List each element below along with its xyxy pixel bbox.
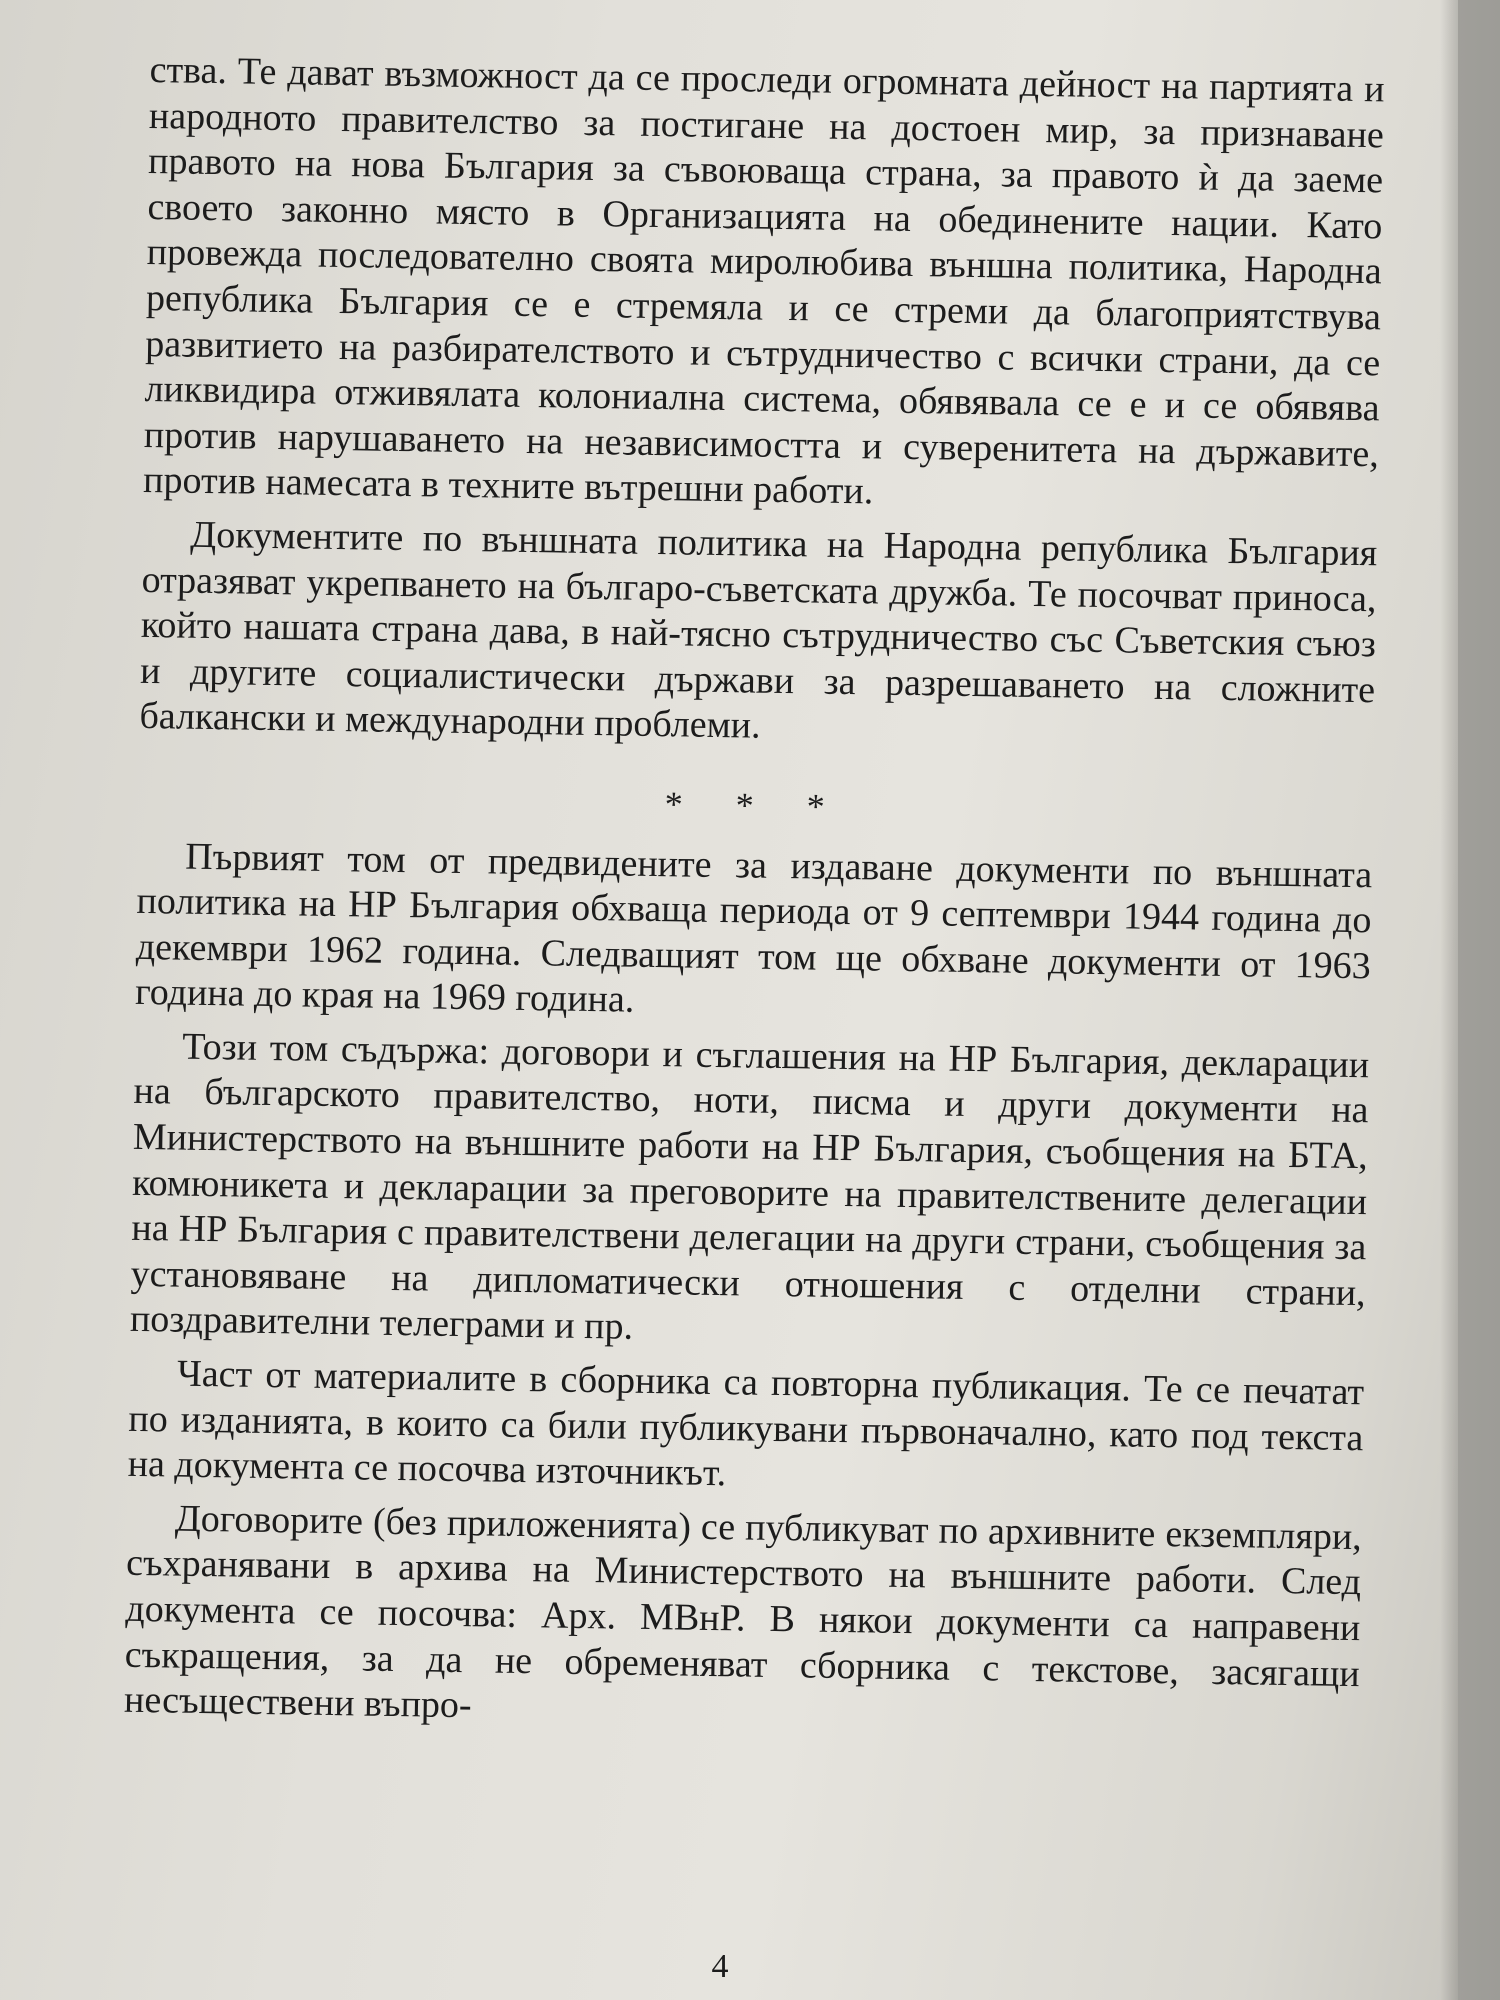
paragraph-3: Първият том от предвидените за издаване документи по външната политика на НР България обхваща периода от 9 септември 1944 година до декември 1962 година. Следващият том ще обхване документи от 1963 година до края на 1969 година. bbox=[134, 835, 1373, 1022]
paragraph-6: Договорите (без приложенията) се публикуват по архивните екземпляри, съхранявани в архива на Министерството на външните работи. След документа се посочва: Арх. МВнР. В някои документи са направени съкращения, за да не обременяват сборника с текстове, засягащи несъществени въпро- bbox=[123, 1497, 1363, 1727]
paragraph-4: Този том съдържа: договори и съглашения на НР България, декларации на българското правителство, ноти, писма и други документи на Министерството на външните работи на НР България, съобщения на БТА, комюникета и декларации за преговорите на правителствените делегации на НР България с правителствени делегации на други страни, съобщения за установяване на дипломатически отношения с отделни страни, поздравителни телеграми и пр. bbox=[129, 1025, 1370, 1349]
page-number: 4 bbox=[711, 1948, 729, 1985]
paragraph-2: Документите по външната политика на Народна република България отразяват укрепването на българо-съветската дружба. Те посочват приноса, който нашата страна дава, в най-тясно сътрудничество със Съветския съюз и другите социалистически държави за разрешаването на сложните балкански и международни проблеми. bbox=[139, 513, 1378, 747]
section-separator: * * * bbox=[664, 784, 847, 827]
paragraph-1: ства. Те дават възможност да се проследи огромната дейност на партията и народното правителство за постигане на достоен мир, за признаване правото на нова България за съвоюваща страна, за правото ѝ да заеме своето законно място в Организацията на обединените нации. Като провежда последователно своята миролюбива външна политика, Народна република България се е стремяла и се стреми да благоприятствува развитието на разбирателството и сътрудничество с всички страни, да се ликвидира отживялата колониална система, обявявала се е и се обявява против нарушаването на независимостта и суверенитета на държавите, против намесата в техните вътрешни работи. bbox=[142, 48, 1385, 513]
page-edge-shadow bbox=[1440, 0, 1458, 2000]
page-text bbox=[124, 48, 1385, 1751]
paragraph-5: Част от материалите в сборника са повторна публикация. Те се печатат по изданията, в които са били публикувани първоначално, като под текста на документа се посочва източникът. bbox=[127, 1352, 1365, 1495]
